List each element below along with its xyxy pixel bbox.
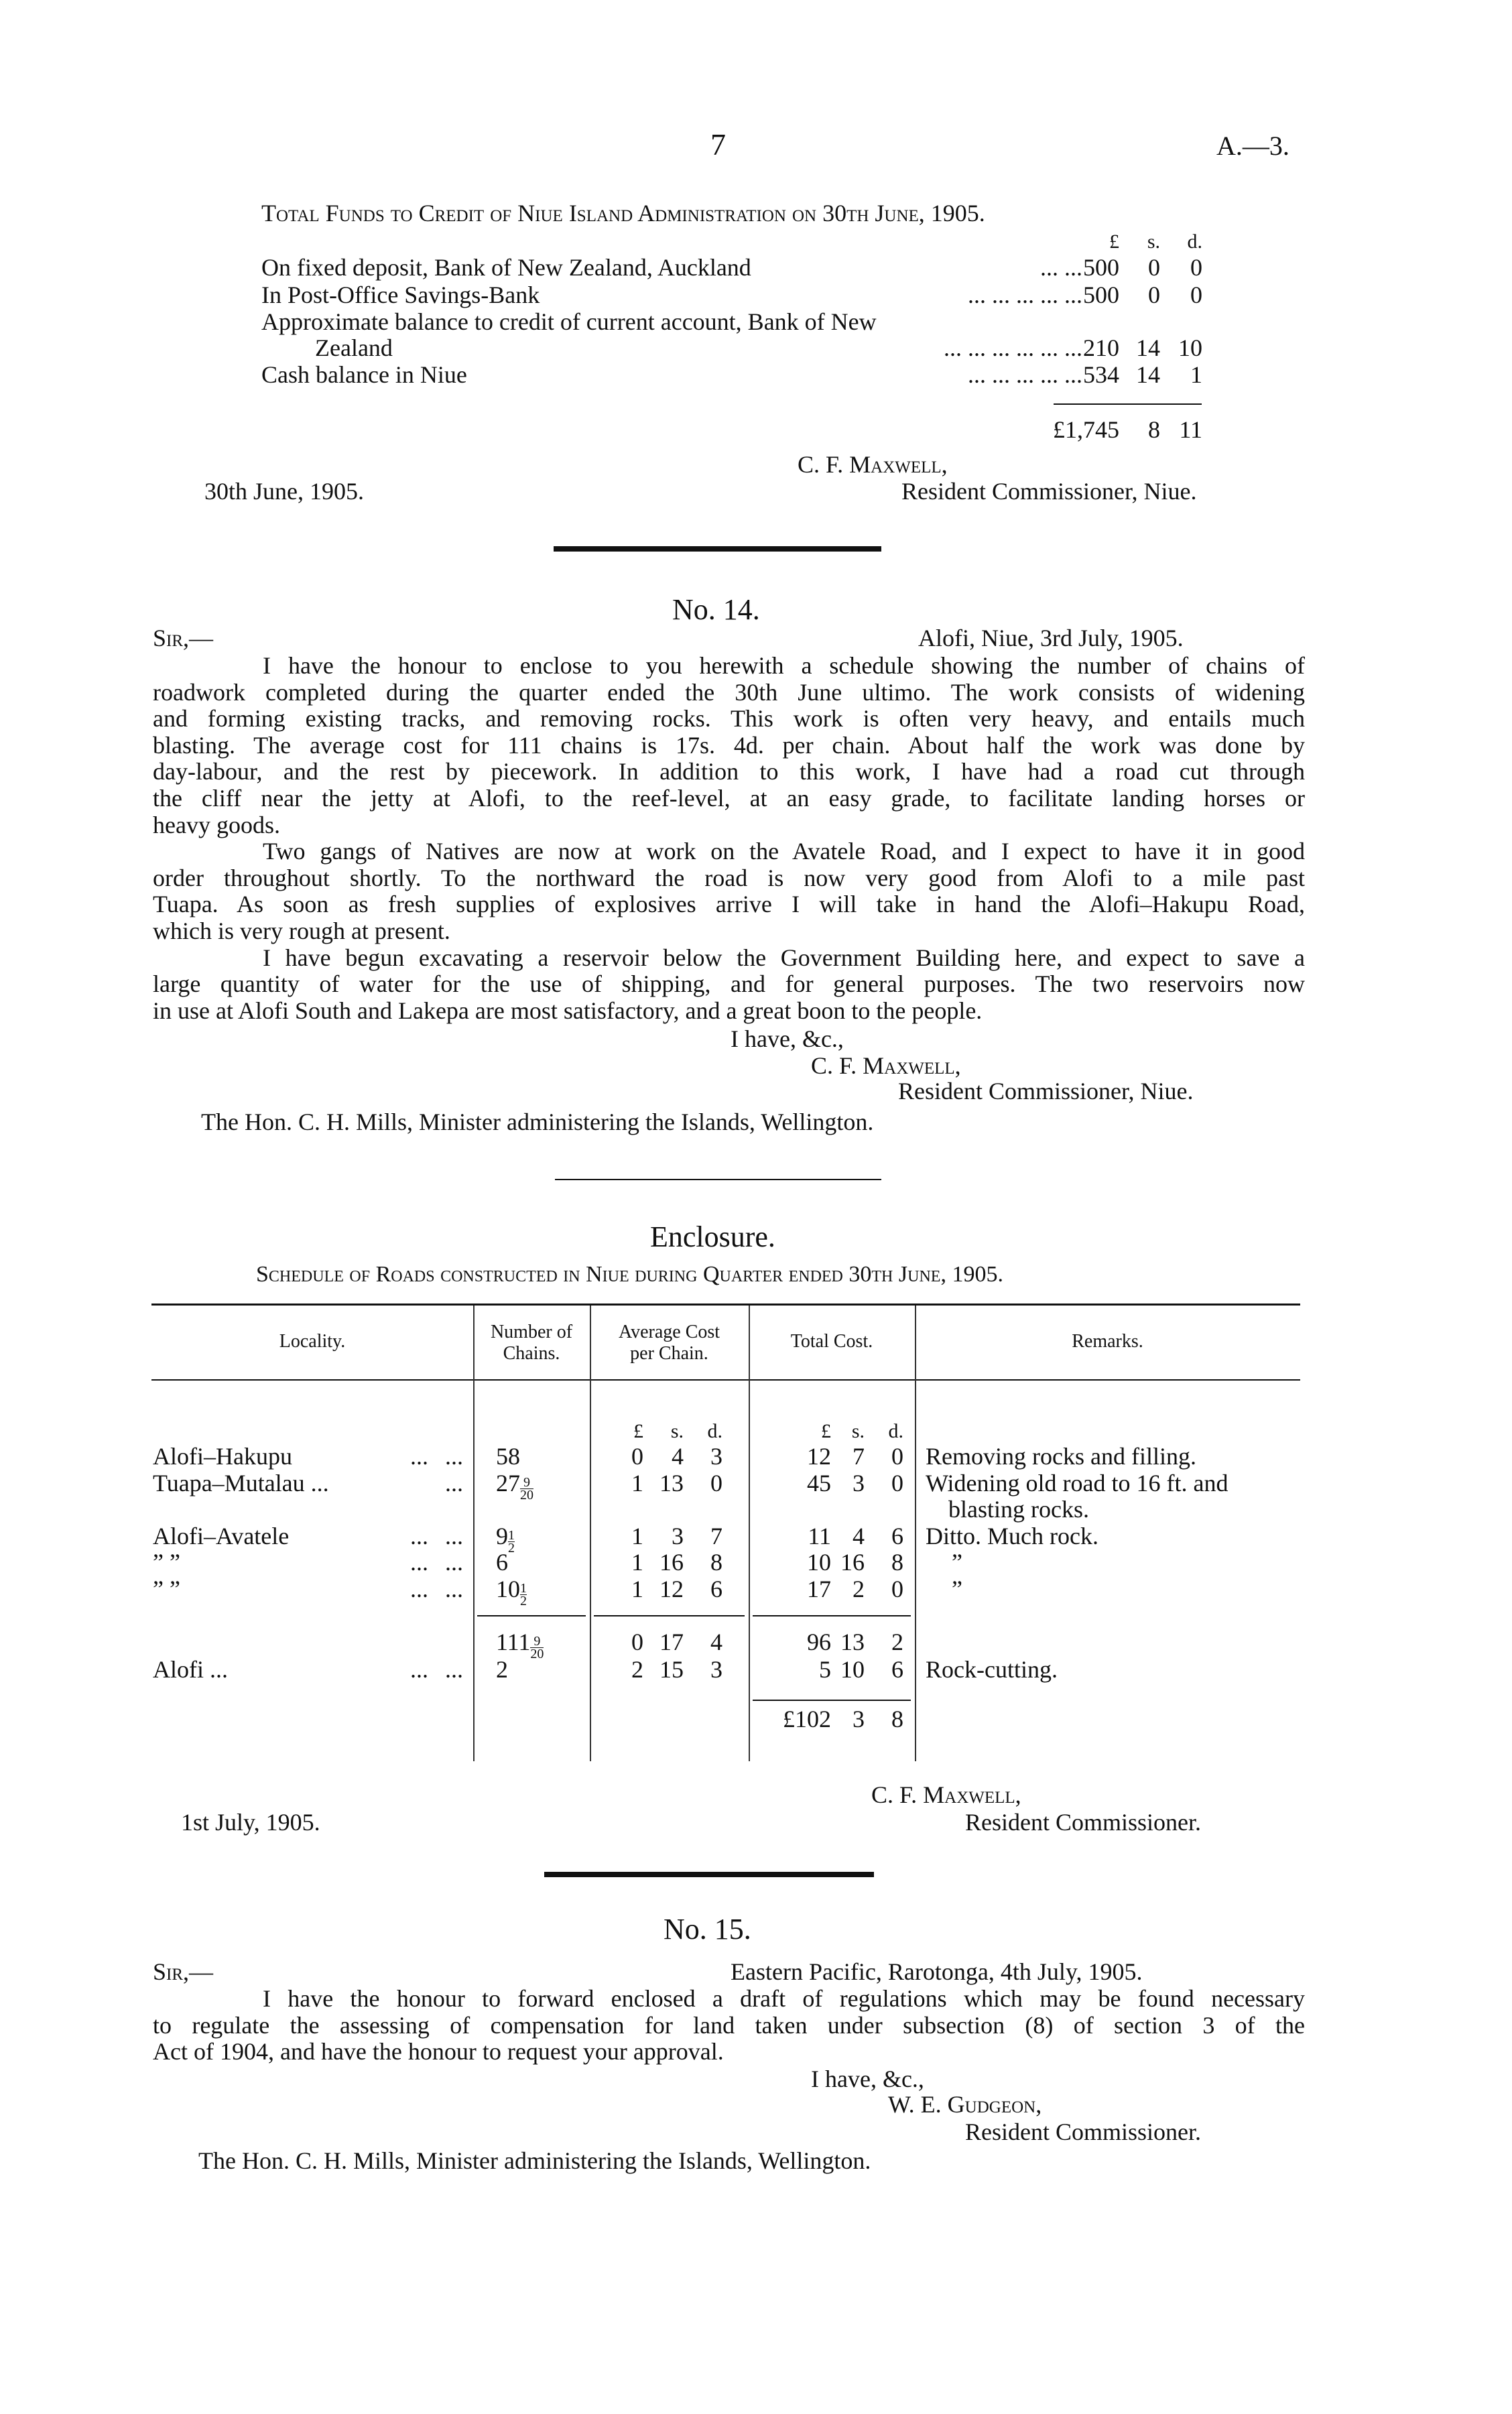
currency-unit: d. bbox=[888, 1420, 903, 1442]
column-header-total-cost: Total Cost. bbox=[790, 1331, 873, 1352]
letter-14-heading: No. 14. bbox=[672, 593, 760, 626]
letter-14-closing: I have, &c., bbox=[731, 1025, 844, 1052]
letter-15-salutation: Sir,— bbox=[153, 1958, 214, 1985]
funds-signer: C. F. Maxwell, bbox=[798, 451, 948, 478]
cost-tl: 5 bbox=[819, 1656, 831, 1683]
section-divider bbox=[544, 1872, 874, 1877]
column-header-chains bbox=[473, 1322, 590, 1364]
enclosure-heading: Enclosure. bbox=[650, 1220, 775, 1253]
cost-ad: 7 bbox=[710, 1523, 722, 1549]
remarks: Ditto. Much rock. bbox=[926, 1523, 1098, 1549]
fund-label: Zealand bbox=[315, 334, 393, 361]
body-line: I have begun excavating a reservoir below the Government Building here, and expect to save a bbox=[263, 944, 1305, 971]
dot-leader: ... bbox=[410, 1656, 428, 1683]
fraction-denominator: 2 bbox=[520, 1594, 527, 1608]
fund-amount-l: 534 bbox=[1083, 361, 1119, 388]
cost-tl: 96 bbox=[807, 1629, 831, 1655]
dot-leader: ... ... ... ... ... bbox=[968, 361, 1082, 388]
column-header-chains-line2: Chains. bbox=[503, 1343, 560, 1364]
fraction-numerator: 9 bbox=[530, 1635, 544, 1648]
fraction-denominator: 20 bbox=[520, 1488, 533, 1503]
cost-td: 8 bbox=[891, 1549, 903, 1576]
body-line: Two gangs of Natives are now at work on the Avatele Road, and I expect to have it in good bbox=[263, 838, 1305, 865]
currency-unit: d. bbox=[707, 1420, 722, 1442]
locality: Alofi ... bbox=[153, 1656, 228, 1683]
column-divider bbox=[749, 1306, 750, 1761]
cost-tl: 17 bbox=[807, 1576, 831, 1602]
funds-total-l: £1,745 bbox=[1053, 416, 1119, 443]
column-header-locality: Locality. bbox=[279, 1331, 346, 1352]
body-line: blasting. The average cost for 111 chains is 17s. 4d. per chain. About half the work was done by bbox=[153, 731, 1305, 759]
cost-ts: 7 bbox=[853, 1443, 865, 1470]
cost-ad: 3 bbox=[710, 1656, 722, 1683]
cost-as: 13 bbox=[659, 1470, 684, 1497]
currency-unit: £ bbox=[821, 1420, 831, 1442]
cost-tl: 10 bbox=[807, 1549, 831, 1576]
cost-td: 2 bbox=[891, 1629, 903, 1655]
cost-as: 15 bbox=[659, 1656, 684, 1683]
cost-ts: 13 bbox=[840, 1629, 865, 1655]
currency-unit: s. bbox=[1147, 231, 1160, 253]
fund-amount-d: 0 bbox=[1190, 254, 1202, 281]
section-divider bbox=[554, 546, 881, 552]
chains-whole: 27 bbox=[496, 1470, 520, 1497]
body-line: in use at Alofi South and Lakepa are most satisfactory, and a great boon to the people. bbox=[153, 997, 983, 1024]
cost-as: 3 bbox=[672, 1523, 684, 1549]
column-header-chains-line1: Number of bbox=[490, 1322, 573, 1342]
chains-fraction bbox=[520, 1582, 527, 1607]
letter-15-signer: W. E. Gudgeon, bbox=[888, 2091, 1042, 2118]
cost-td: 6 bbox=[891, 1523, 903, 1549]
table-header-rule bbox=[151, 1379, 1300, 1381]
subtotal-rule bbox=[477, 1615, 586, 1616]
chains bbox=[496, 1576, 527, 1607]
column-divider bbox=[473, 1306, 475, 1761]
cost-ts: 2 bbox=[853, 1576, 865, 1602]
funds-total-s: 8 bbox=[1148, 416, 1160, 443]
dot-leader: ... bbox=[445, 1656, 463, 1683]
locality: Alofi–Hakupu bbox=[153, 1443, 292, 1470]
remarks: Rock-cutting. bbox=[926, 1656, 1058, 1683]
dot-leader: ... bbox=[445, 1576, 463, 1602]
letter-15-signer-title: Resident Commissioner. bbox=[965, 2118, 1202, 2145]
cost-al: 1 bbox=[631, 1523, 643, 1549]
fund-amount-l: 210 bbox=[1083, 334, 1119, 361]
dot-leader: ... bbox=[445, 1523, 463, 1549]
enclosure-date: 1st July, 1905. bbox=[181, 1809, 320, 1836]
column-divider bbox=[915, 1306, 916, 1761]
cost-al: 0 bbox=[631, 1629, 643, 1655]
fund-amount-l: 500 bbox=[1083, 254, 1119, 281]
cost-ts: 3 bbox=[853, 1470, 865, 1497]
fund-amount-d: 0 bbox=[1190, 281, 1202, 308]
locality: Tuapa–Mutalau ... bbox=[153, 1470, 329, 1497]
total-rule bbox=[753, 1700, 911, 1701]
enclosure-signer: C. F. Maxwell, bbox=[871, 1781, 1021, 1808]
cost-al: 1 bbox=[631, 1549, 643, 1576]
locality: ” ” bbox=[153, 1576, 180, 1602]
dot-leader: ... bbox=[410, 1443, 428, 1470]
body-line: order throughout shortly. To the northward the road is now very good from Alofi to a mile past bbox=[153, 864, 1305, 891]
fund-label: Cash balance in Niue bbox=[261, 361, 467, 388]
funds-signer-title: Resident Commissioner, Niue. bbox=[901, 478, 1197, 505]
dot-leader: ... ... ... ... ... ... bbox=[944, 334, 1082, 361]
chains-fraction bbox=[530, 1635, 544, 1660]
chains bbox=[496, 1656, 508, 1683]
cost-td: 0 bbox=[891, 1576, 903, 1602]
currency-unit: s. bbox=[851, 1420, 865, 1442]
body-line: large quantity of water for the use of shipping, and for general purposes. The two reservoirs now bbox=[153, 970, 1305, 998]
dot-leader: ... bbox=[410, 1549, 428, 1576]
chains bbox=[496, 1443, 520, 1470]
body-line: which is very rough at present. bbox=[153, 917, 450, 944]
cost-ad: 6 bbox=[710, 1576, 722, 1602]
letter-15-addressee: The Hon. C. H. Mills, Minister administering the Islands, Wellington. bbox=[198, 2147, 871, 2174]
letter-14-place-date: Alofi, Niue, 3rd July, 1905. bbox=[918, 625, 1184, 651]
chains-fraction bbox=[508, 1529, 515, 1554]
cost-td: 0 bbox=[891, 1443, 903, 1470]
body-line: heavy goods. bbox=[153, 811, 280, 838]
fund-amount-s: 0 bbox=[1148, 281, 1160, 308]
cost-td: 0 bbox=[891, 1470, 903, 1497]
funds-total-d: 11 bbox=[1179, 416, 1202, 443]
currency-unit: d. bbox=[1187, 231, 1202, 253]
cost-as: 16 bbox=[659, 1549, 684, 1576]
cost-td: 6 bbox=[891, 1656, 903, 1683]
cost-as: 12 bbox=[659, 1576, 684, 1602]
page-number: 7 bbox=[710, 127, 726, 162]
locality: Alofi–Avatele bbox=[153, 1523, 290, 1549]
fund-amount-s: 0 bbox=[1148, 254, 1160, 281]
letter-15-closing: I have, &c., bbox=[811, 2066, 924, 2092]
fraction-numerator: 1 bbox=[508, 1528, 515, 1543]
currency-unit: s. bbox=[670, 1420, 684, 1442]
fund-label: In Post-Office Savings-Bank bbox=[261, 281, 540, 308]
letter-14-signer-title: Resident Commissioner, Niue. bbox=[898, 1078, 1194, 1104]
body-line: day-labour, and the rest by piecework. In addition to this work, I have had a road cut through bbox=[153, 758, 1305, 785]
column-header-average-line1: Average Cost bbox=[618, 1322, 720, 1342]
body-line: Act of 1904, and have the honour to request your approval. bbox=[153, 2038, 724, 2066]
chains-whole: 111 bbox=[496, 1629, 531, 1655]
cost-ad: 8 bbox=[710, 1549, 722, 1576]
dot-leader: ... bbox=[445, 1470, 463, 1497]
document-reference: A.—3. bbox=[1216, 131, 1289, 161]
cost-tl: 12 bbox=[807, 1443, 831, 1470]
fraction-numerator: 9 bbox=[520, 1476, 533, 1489]
cost-ad: 4 bbox=[710, 1629, 722, 1655]
fraction-denominator: 20 bbox=[530, 1647, 544, 1661]
fund-amount-d: 10 bbox=[1178, 334, 1202, 361]
column-header-average-line2: per Chain. bbox=[630, 1343, 708, 1364]
total-rule bbox=[1054, 403, 1202, 405]
fund-amount-d: 1 bbox=[1190, 361, 1202, 388]
remarks: Removing rocks and filling. bbox=[926, 1443, 1196, 1470]
cost-ts: 4 bbox=[853, 1523, 865, 1549]
body-line: the cliff near the jetty at Alofi, to the reef-level, at an easy grade, to facilitate landing horses or bbox=[153, 785, 1305, 812]
letter-15-heading: No. 15. bbox=[664, 1913, 751, 1946]
grand-total-d: 8 bbox=[891, 1706, 903, 1732]
body-line: Tuapa. As soon as fresh supplies of explosives arrive I will take in hand the Alofi–Hakupu Road, bbox=[153, 891, 1305, 918]
fund-label: Approximate balance to credit of current account, Bank of New bbox=[261, 308, 877, 335]
schedule-caption-text: Schedule of Roads constructed in Niue during Quarter ended 30th June, 1905. bbox=[256, 1262, 1003, 1287]
cost-tl: 11 bbox=[808, 1523, 831, 1549]
subtotal-rule bbox=[753, 1615, 911, 1616]
dot-leader: ... ... bbox=[1040, 254, 1082, 281]
body-line: and forming existing tracks, and removing rocks. This work is often very heavy, and entails much bbox=[153, 705, 1305, 733]
table-top-rule bbox=[151, 1304, 1300, 1306]
body-line: I have the honour to forward enclosed a draft of regulations which may be found necessary bbox=[263, 1985, 1305, 2012]
dot-leader: ... bbox=[410, 1576, 428, 1602]
grand-total-l: £102 bbox=[783, 1706, 831, 1732]
cost-al: 2 bbox=[631, 1656, 643, 1683]
section-divider bbox=[555, 1179, 881, 1180]
chains-whole: 9 bbox=[496, 1523, 508, 1549]
funds-date: 30th June, 1905. bbox=[204, 478, 364, 505]
cost-ad: 3 bbox=[710, 1443, 722, 1470]
fraction-numerator: 1 bbox=[520, 1581, 527, 1596]
currency-unit: £ bbox=[1109, 231, 1119, 253]
body-line: I have the honour to enclose to you herewith a schedule showing the number of chains of bbox=[263, 652, 1305, 679]
letter-14-salutation: Sir,— bbox=[153, 625, 214, 651]
schedule-caption bbox=[256, 1261, 1003, 1288]
chains-whole: 58 bbox=[496, 1443, 520, 1470]
cost-ts: 10 bbox=[840, 1656, 865, 1683]
enclosure-signer-title: Resident Commissioner. bbox=[965, 1809, 1202, 1836]
fund-label: On fixed deposit, Bank of New Zealand, Auckland bbox=[261, 254, 751, 281]
fund-amount-s: 14 bbox=[1136, 334, 1160, 361]
remarks-continued: blasting rocks. bbox=[948, 1496, 1089, 1523]
chains-whole: 6 bbox=[496, 1549, 508, 1576]
chains-whole: 10 bbox=[496, 1576, 520, 1602]
chains bbox=[496, 1549, 508, 1576]
cost-al: 1 bbox=[631, 1576, 643, 1602]
fraction-denominator: 2 bbox=[508, 1541, 515, 1555]
cost-as: 4 bbox=[672, 1443, 684, 1470]
remarks: ” bbox=[952, 1576, 962, 1602]
letter-14-addressee: The Hon. C. H. Mills, Minister administering the Islands, Wellington. bbox=[201, 1108, 874, 1135]
cost-tl: 45 bbox=[807, 1470, 831, 1497]
dot-leader: ... bbox=[410, 1523, 428, 1549]
cost-as: 17 bbox=[659, 1629, 684, 1655]
grand-total-s: 3 bbox=[853, 1706, 865, 1732]
letter-15-place-date: Eastern Pacific, Rarotonga, 4th July, 1905. bbox=[731, 1958, 1143, 1985]
chains bbox=[496, 1470, 533, 1501]
chains-whole: 2 bbox=[496, 1656, 508, 1683]
column-header-average-cost bbox=[590, 1322, 749, 1364]
currency-unit: £ bbox=[633, 1420, 643, 1442]
fund-amount-l: 500 bbox=[1083, 281, 1119, 308]
fund-amount-s: 14 bbox=[1136, 361, 1160, 388]
body-line: to regulate the assessing of compensation for land taken under subsection (8) of section 3 of the bbox=[153, 2011, 1305, 2039]
chains-fraction bbox=[520, 1476, 533, 1501]
dot-leader: ... ... ... ... ... bbox=[968, 281, 1082, 308]
dot-leader: ... bbox=[445, 1443, 463, 1470]
chains bbox=[496, 1629, 544, 1660]
cost-al: 1 bbox=[631, 1470, 643, 1497]
dot-leader: ... bbox=[445, 1549, 463, 1576]
cost-al: 0 bbox=[631, 1443, 643, 1470]
funds-title: Total Funds to Credit of Niue Island Administration on 30th June, 1905. bbox=[261, 200, 985, 227]
column-header-remarks: Remarks. bbox=[1072, 1331, 1143, 1352]
locality: ” ” bbox=[153, 1549, 180, 1576]
letter-14-signer: C. F. Maxwell, bbox=[811, 1052, 961, 1079]
cost-ts: 16 bbox=[840, 1549, 865, 1576]
remarks: Widening old road to 16 ft. and bbox=[926, 1470, 1228, 1497]
body-line: roadwork completed during the quarter ended the 30th June ultimo. The work consists of widening bbox=[153, 678, 1305, 706]
cost-ad: 0 bbox=[710, 1470, 722, 1497]
subtotal-rule bbox=[594, 1615, 745, 1616]
remarks: ” bbox=[952, 1549, 962, 1576]
